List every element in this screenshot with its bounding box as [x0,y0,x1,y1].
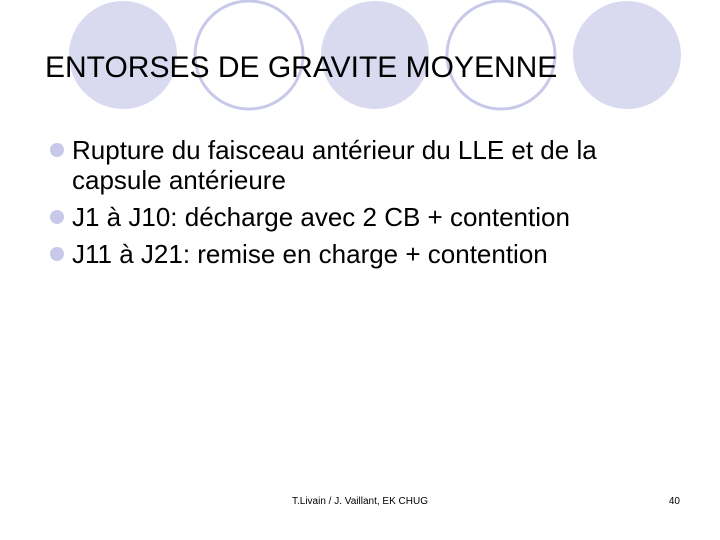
bullet-item [50,135,690,195]
bullet-text: J11 à J21: remise en charge + contention [72,239,548,269]
slide-footer: T.Livain / J. Vaillant, EK CHUG [292,496,428,507]
slide-title: ENTORSES DE GRAVITE MOYENNE [45,51,558,84]
bullet-text: Rupture du faisceau antérieur du LLE et de la capsule antérieure [72,135,597,195]
page-number: 40 [668,496,680,507]
bullet-icon [50,143,64,157]
bullet-icon [50,210,64,224]
decor-circle [573,1,681,109]
bullet-item [50,202,690,232]
bullet-item [50,239,690,269]
bullet-icon [50,247,64,261]
bullet-list [50,135,690,276]
bullet-text: J1 à J10: décharge avec 2 CB + contention [72,202,570,232]
